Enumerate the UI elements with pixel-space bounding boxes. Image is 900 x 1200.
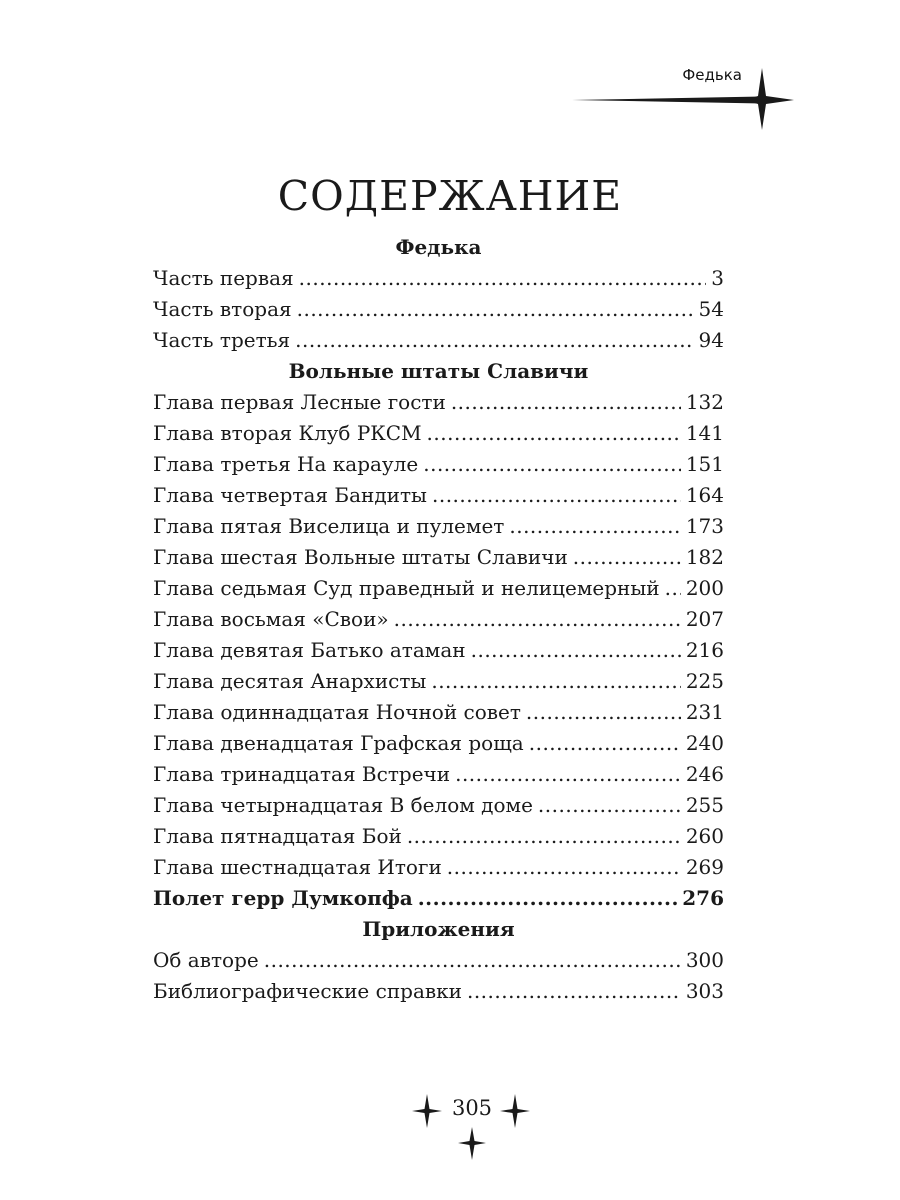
- toc-entry: [153, 542, 724, 573]
- dot-leader: [418, 883, 678, 914]
- toc-entry: [153, 387, 724, 418]
- toc-entry-page: 207: [685, 607, 724, 631]
- toc-entry: [153, 418, 724, 449]
- page-title: СОДЕРЖАНИЕ: [277, 172, 623, 221]
- section-heading: Федька: [395, 235, 482, 259]
- toc-entry-label: Часть вторая: [153, 297, 292, 321]
- dot-leader: [526, 697, 681, 728]
- dot-leader: [295, 325, 693, 356]
- toc-entry: [153, 883, 724, 914]
- toc-entry-label: Глава третья На карауле: [153, 452, 419, 476]
- dot-leader: [509, 511, 680, 542]
- toc-entry-page: 246: [685, 762, 724, 786]
- toc-entry: [153, 945, 724, 976]
- toc-entry-page: 132: [685, 390, 724, 414]
- toc-entry-page: 240: [685, 731, 724, 755]
- dot-leader: [455, 759, 681, 790]
- toc-entry-label: Глава девятая Батько атаман: [153, 638, 466, 662]
- toc-entry-label: Глава восьмая «Свои»: [153, 607, 389, 631]
- toc-entry: [153, 728, 724, 759]
- page-number: 305: [451, 1096, 493, 1120]
- dot-leader: [451, 387, 681, 418]
- toc-entry-label: Глава десятая Анархисты: [153, 669, 427, 693]
- toc-entry: [153, 480, 724, 511]
- toc-entry: [153, 604, 724, 635]
- toc-entry-page: 164: [685, 483, 724, 507]
- toc-entry: [153, 821, 724, 852]
- toc-entry-label: Глава четырнадцатая В белом доме: [153, 793, 533, 817]
- toc-entry: [153, 666, 724, 697]
- toc-entry: [153, 759, 724, 790]
- toc-entry-page: 54: [698, 297, 724, 321]
- toc-entry-page: 200: [685, 576, 724, 600]
- toc-entry: [153, 294, 724, 325]
- toc-entry-page: 255: [685, 793, 724, 817]
- toc-entry: [153, 635, 724, 666]
- dot-leader: [529, 728, 681, 759]
- toc-entry-label: Часть первая: [153, 266, 294, 290]
- folio: [410, 1092, 534, 1162]
- toc-entry: [153, 852, 724, 883]
- dot-leader: [573, 542, 681, 573]
- dot-leader: [394, 604, 681, 635]
- toc-entry-page: 225: [685, 669, 724, 693]
- running-head-label: Федька: [682, 66, 742, 84]
- toc-entry-page: 303: [685, 979, 724, 1003]
- toc-entry-label: Глава первая Лесные гости: [153, 390, 446, 414]
- toc-entry-label: Глава четвертая Бандиты: [153, 483, 427, 507]
- toc-entry-page: 3: [711, 266, 724, 290]
- toc-entry-page: 141: [685, 421, 724, 445]
- toc-entry-label: Глава пятая Виселица и пулемет: [153, 514, 505, 538]
- dot-leader: [471, 635, 681, 666]
- toc-entry: [153, 976, 724, 1007]
- toc-entry-page: 182: [685, 545, 724, 569]
- dot-leader: [467, 976, 681, 1007]
- toc-entry-page: 269: [685, 855, 724, 879]
- toc-entry-label: Глава пятнадцатая Бой: [153, 824, 402, 848]
- toc-entry: [153, 263, 724, 294]
- toc-entry-page: 151: [685, 452, 724, 476]
- toc-entry-page: 260: [685, 824, 724, 848]
- toc-entry-label: Глава шестая Вольные штаты Славичи: [153, 545, 568, 569]
- dot-leader: [665, 573, 681, 604]
- dot-leader: [299, 263, 707, 294]
- dot-leader: [538, 790, 681, 821]
- toc-entry-label: Глава одиннадцатая Ночной совет: [153, 700, 521, 724]
- toc-entry-page: 300: [685, 948, 724, 972]
- toc-entry: [153, 697, 724, 728]
- section-heading: Вольные штаты Славичи: [288, 359, 589, 383]
- toc-entry: [153, 449, 724, 480]
- toc-entry-page: 216: [685, 638, 724, 662]
- dot-leader: [407, 821, 681, 852]
- dot-leader: [427, 418, 681, 449]
- toc-entry-label: Глава седьмая Суд праведный и нелицемерный: [153, 576, 660, 600]
- toc-entry-label: Глава вторая Клуб РКСМ: [153, 421, 422, 445]
- toc-entry-page: 173: [685, 514, 724, 538]
- toc-entry-page: 231: [685, 700, 724, 724]
- toc-entry-label: Глава тринадцатая Встречи: [153, 762, 451, 786]
- toc-entry: [153, 790, 724, 821]
- toc-entry-label: Полет герр Думкопфа: [153, 886, 413, 910]
- toc-entry: [153, 511, 724, 542]
- section-heading: Приложения: [362, 917, 515, 941]
- toc-entry: [153, 325, 724, 356]
- dot-leader: [423, 449, 681, 480]
- toc-entry-label: Часть третья: [153, 328, 291, 352]
- dot-leader: [432, 480, 681, 511]
- table-of-contents: [153, 232, 724, 1007]
- toc-entry-page: 276: [682, 886, 724, 910]
- toc-entry-page: 94: [698, 328, 724, 352]
- dot-leader: [264, 945, 681, 976]
- toc-entry: [153, 573, 724, 604]
- running-head: [572, 60, 800, 134]
- dot-leader: [447, 852, 681, 883]
- toc-entry-label: Библиографические справки: [153, 979, 462, 1003]
- dot-leader: [297, 294, 694, 325]
- toc-entry-label: Об авторе: [153, 948, 259, 972]
- toc-entry-label: Глава шестнадцатая Итоги: [153, 855, 442, 879]
- dot-leader: [431, 666, 680, 697]
- toc-entry-label: Глава двенадцатая Графская роща: [153, 731, 524, 755]
